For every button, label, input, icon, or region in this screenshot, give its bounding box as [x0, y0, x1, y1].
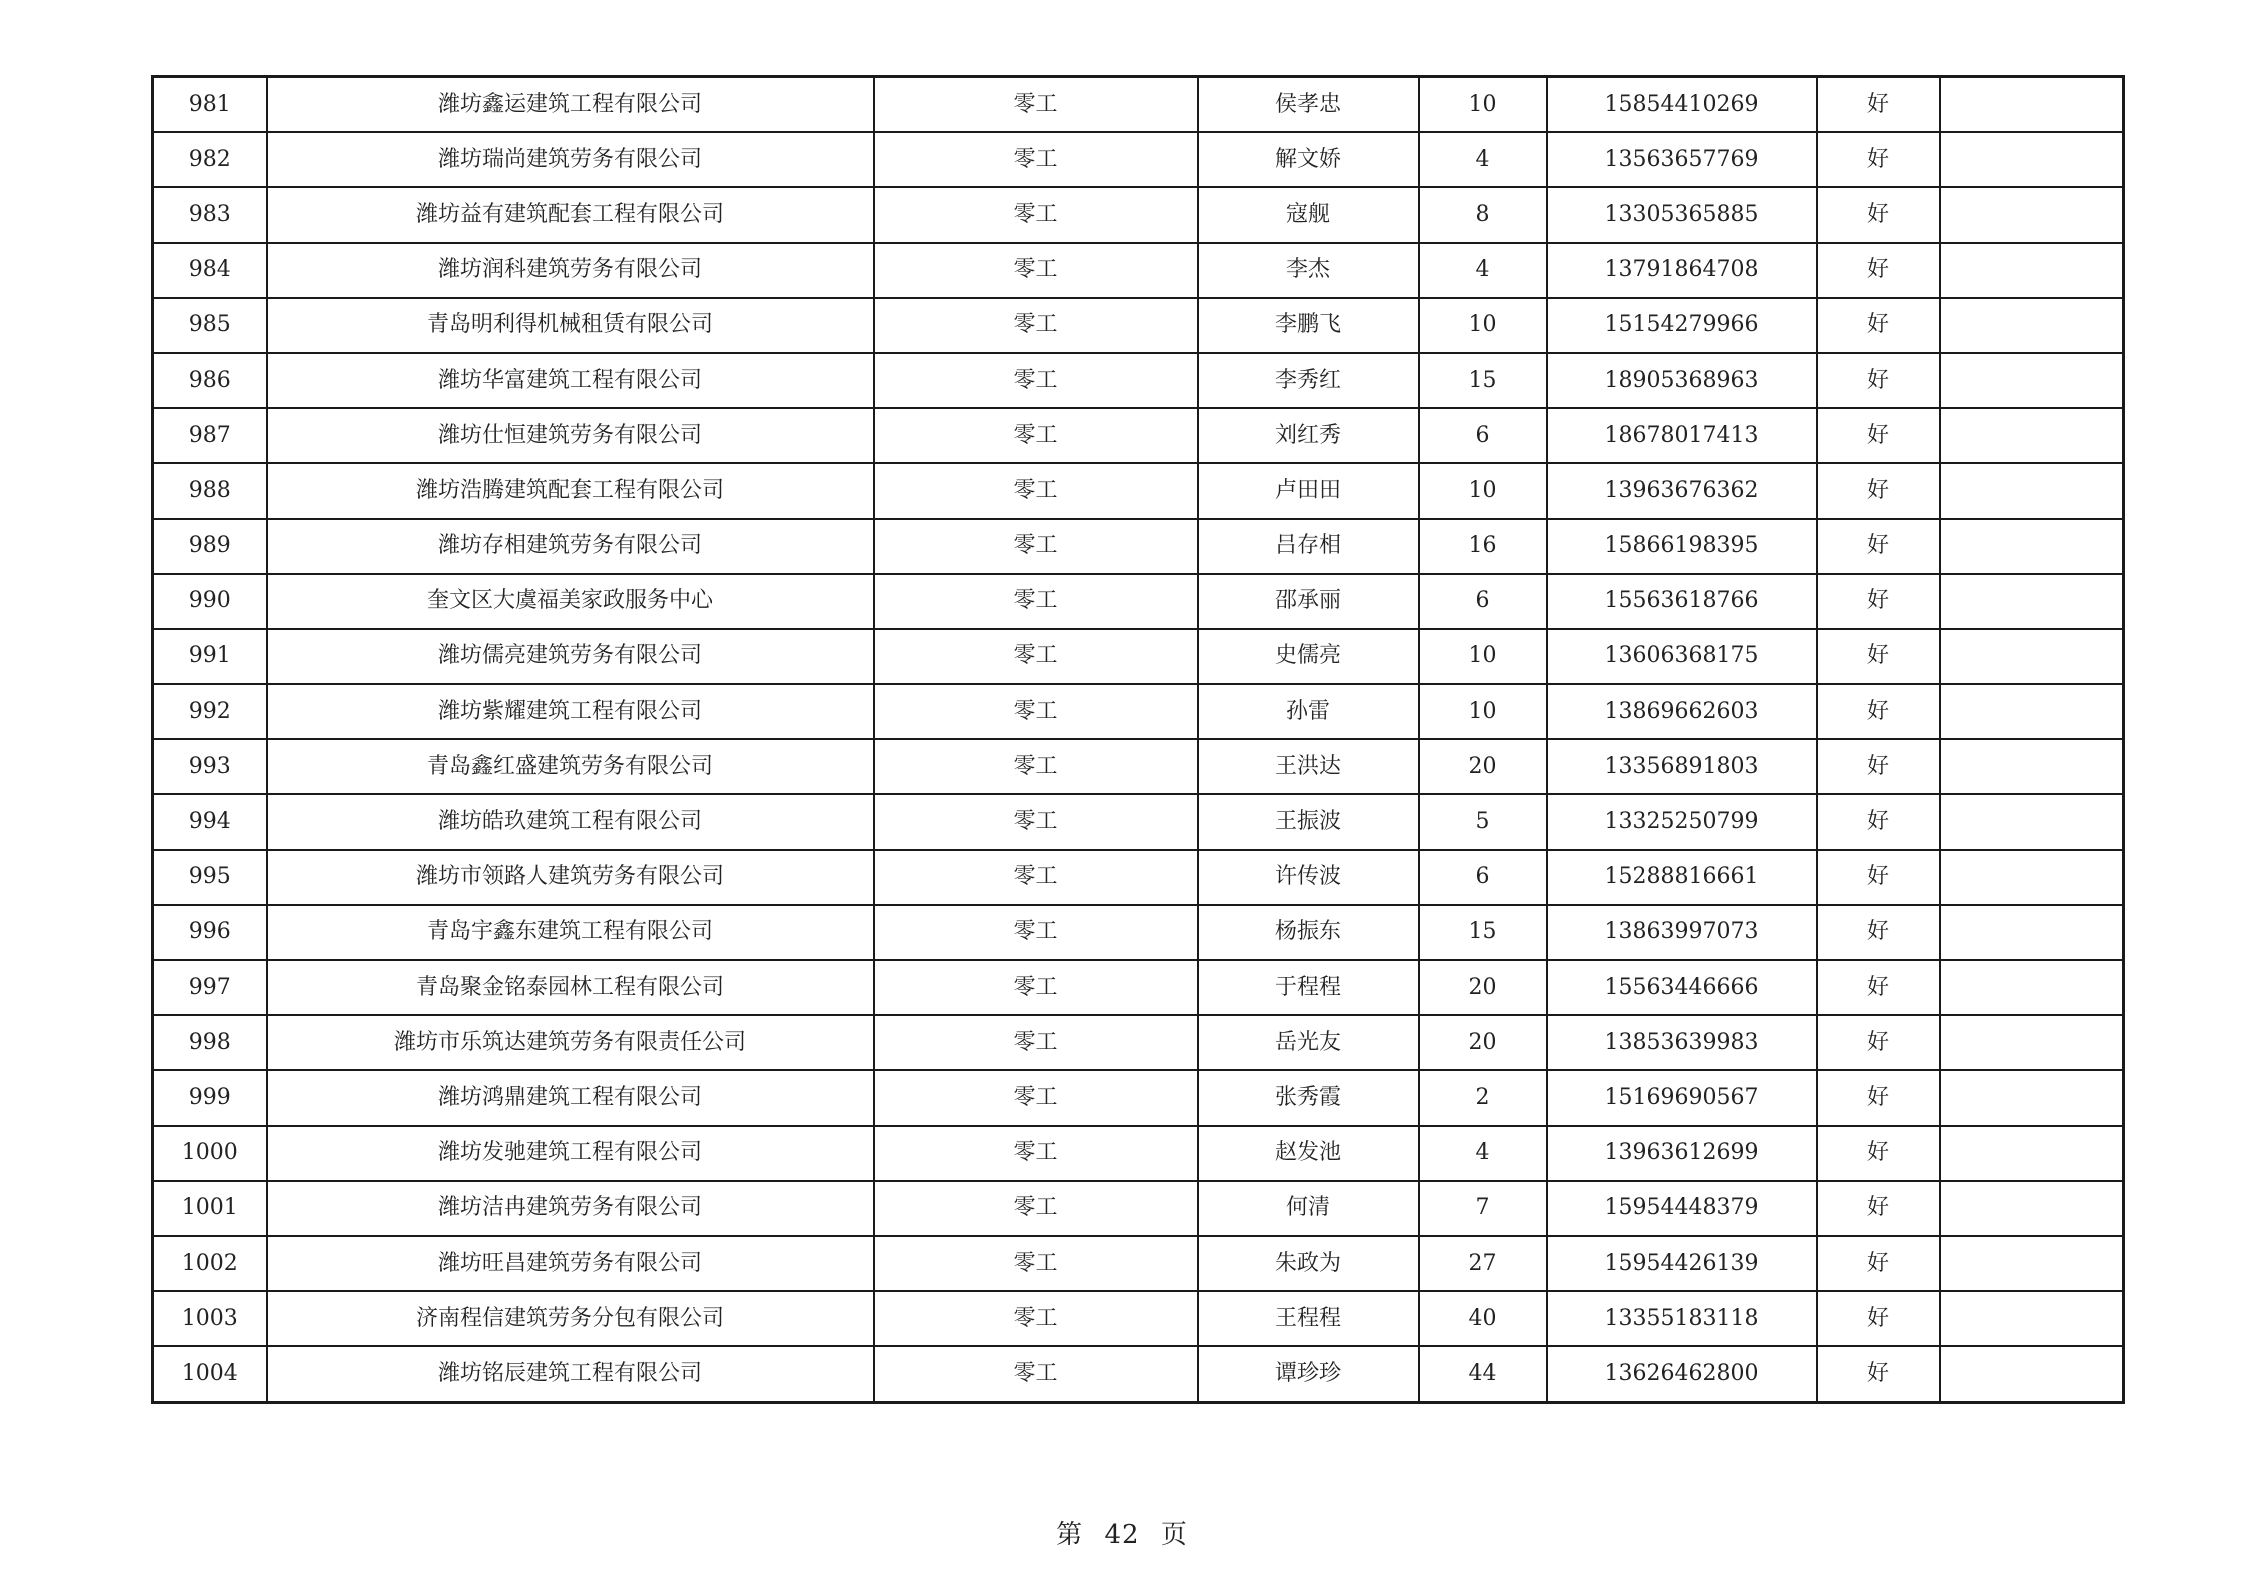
headcount-cell: 15 [1419, 353, 1547, 408]
phone-cell: 13563657769 [1547, 132, 1817, 187]
contact-name-cell: 邵承丽 [1198, 574, 1419, 629]
remark-cell [1940, 187, 2124, 242]
job-type-cell: 零工 [874, 1181, 1198, 1236]
phone-cell: 18678017413 [1547, 408, 1817, 463]
job-type-cell: 零工 [874, 132, 1198, 187]
table-row [153, 1015, 2124, 1070]
headcount-cell: 40 [1419, 1291, 1547, 1346]
row-index-cell: 989 [153, 519, 267, 574]
job-type-cell: 零工 [874, 574, 1198, 629]
rating-cell: 好 [1817, 77, 1940, 133]
roster-body [153, 77, 2124, 1403]
table-row [153, 574, 2124, 629]
contact-name-cell: 刘红秀 [1198, 408, 1419, 463]
contact-name-cell: 王振波 [1198, 794, 1419, 849]
remark-cell [1940, 1015, 2124, 1070]
headcount-cell: 10 [1419, 684, 1547, 739]
rating-cell: 好 [1817, 132, 1940, 187]
rating-cell: 好 [1817, 574, 1940, 629]
phone-cell: 13863997073 [1547, 905, 1817, 960]
headcount-cell: 6 [1419, 850, 1547, 905]
remark-cell [1940, 905, 2124, 960]
company-cell: 青岛宇鑫东建筑工程有限公司 [267, 905, 874, 960]
table-row [153, 1181, 2124, 1236]
phone-cell: 15169690567 [1547, 1070, 1817, 1125]
rating-cell: 好 [1817, 1346, 1940, 1402]
headcount-cell: 20 [1419, 739, 1547, 794]
row-index-cell: 994 [153, 794, 267, 849]
row-index-cell: 992 [153, 684, 267, 739]
phone-cell: 13356891803 [1547, 739, 1817, 794]
table-row [153, 463, 2124, 518]
remark-cell [1940, 629, 2124, 684]
contact-name-cell: 王洪达 [1198, 739, 1419, 794]
row-index-cell: 1001 [153, 1181, 267, 1236]
table-row [153, 1291, 2124, 1346]
contact-name-cell: 卢田田 [1198, 463, 1419, 518]
table-row [153, 629, 2124, 684]
company-cell: 潍坊市领路人建筑劳务有限公司 [267, 850, 874, 905]
row-index-cell: 987 [153, 408, 267, 463]
row-index-cell: 982 [153, 132, 267, 187]
headcount-cell: 10 [1419, 77, 1547, 133]
job-type-cell: 零工 [874, 77, 1198, 133]
company-cell: 潍坊发驰建筑工程有限公司 [267, 1126, 874, 1181]
table-row [153, 905, 2124, 960]
job-type-cell: 零工 [874, 739, 1198, 794]
company-cell: 潍坊儒亮建筑劳务有限公司 [267, 629, 874, 684]
row-index-cell: 1000 [153, 1126, 267, 1181]
table-row [153, 960, 2124, 1015]
page-number: 42 [1104, 1520, 1140, 1550]
rating-cell: 好 [1817, 1181, 1940, 1236]
table-row [153, 1236, 2124, 1291]
job-type-cell: 零工 [874, 1126, 1198, 1181]
job-type-cell: 零工 [874, 1346, 1198, 1402]
phone-cell: 15154279966 [1547, 298, 1817, 353]
contact-name-cell: 朱政为 [1198, 1236, 1419, 1291]
roster-table [151, 75, 2125, 1404]
company-cell: 潍坊皓玖建筑工程有限公司 [267, 794, 874, 849]
contact-name-cell: 李秀红 [1198, 353, 1419, 408]
table-row [153, 794, 2124, 849]
page-prefix: 第 [1056, 1520, 1084, 1550]
row-index-cell: 985 [153, 298, 267, 353]
rating-cell: 好 [1817, 739, 1940, 794]
headcount-cell: 10 [1419, 298, 1547, 353]
job-type-cell: 零工 [874, 629, 1198, 684]
headcount-cell: 10 [1419, 463, 1547, 518]
row-index-cell: 997 [153, 960, 267, 1015]
remark-cell [1940, 739, 2124, 794]
company-cell: 潍坊华富建筑工程有限公司 [267, 353, 874, 408]
contact-name-cell: 寇舰 [1198, 187, 1419, 242]
phone-cell: 13963612699 [1547, 1126, 1817, 1181]
row-index-cell: 986 [153, 353, 267, 408]
job-type-cell: 零工 [874, 1291, 1198, 1346]
table-row [153, 243, 2124, 298]
contact-name-cell: 史儒亮 [1198, 629, 1419, 684]
headcount-cell: 44 [1419, 1346, 1547, 1402]
headcount-cell: 15 [1419, 905, 1547, 960]
company-cell: 潍坊旺昌建筑劳务有限公司 [267, 1236, 874, 1291]
remark-cell [1940, 684, 2124, 739]
contact-name-cell: 孙雷 [1198, 684, 1419, 739]
phone-cell: 13626462800 [1547, 1346, 1817, 1402]
rating-cell: 好 [1817, 353, 1940, 408]
table-row [153, 1126, 2124, 1181]
contact-name-cell: 许传波 [1198, 850, 1419, 905]
company-cell: 潍坊仕恒建筑劳务有限公司 [267, 408, 874, 463]
rating-cell: 好 [1817, 684, 1940, 739]
headcount-cell: 2 [1419, 1070, 1547, 1125]
phone-cell: 15866198395 [1547, 519, 1817, 574]
page-suffix: 页 [1160, 1520, 1188, 1550]
contact-name-cell: 李杰 [1198, 243, 1419, 298]
table-row [153, 77, 2124, 133]
rating-cell: 好 [1817, 1070, 1940, 1125]
table-row [153, 519, 2124, 574]
contact-name-cell: 李鹏飞 [1198, 298, 1419, 353]
table-row [153, 408, 2124, 463]
remark-cell [1940, 1346, 2124, 1402]
remark-cell [1940, 1236, 2124, 1291]
contact-name-cell: 吕存相 [1198, 519, 1419, 574]
remark-cell [1940, 463, 2124, 518]
row-index-cell: 990 [153, 574, 267, 629]
phone-cell: 13325250799 [1547, 794, 1817, 849]
job-type-cell: 零工 [874, 794, 1198, 849]
headcount-cell: 20 [1419, 1015, 1547, 1070]
contact-name-cell: 谭珍珍 [1198, 1346, 1419, 1402]
rating-cell: 好 [1817, 298, 1940, 353]
row-index-cell: 999 [153, 1070, 267, 1125]
rating-cell: 好 [1817, 960, 1940, 1015]
phone-cell: 15563618766 [1547, 574, 1817, 629]
contact-name-cell: 于程程 [1198, 960, 1419, 1015]
row-index-cell: 1003 [153, 1291, 267, 1346]
job-type-cell: 零工 [874, 187, 1198, 242]
job-type-cell: 零工 [874, 960, 1198, 1015]
rating-cell: 好 [1817, 408, 1940, 463]
remark-cell [1940, 850, 2124, 905]
headcount-cell: 4 [1419, 1126, 1547, 1181]
row-index-cell: 1002 [153, 1236, 267, 1291]
job-type-cell: 零工 [874, 353, 1198, 408]
table-row [153, 850, 2124, 905]
phone-cell: 13853639983 [1547, 1015, 1817, 1070]
headcount-cell: 10 [1419, 629, 1547, 684]
company-cell: 潍坊瑞尚建筑劳务有限公司 [267, 132, 874, 187]
rating-cell: 好 [1817, 629, 1940, 684]
phone-cell: 13791864708 [1547, 243, 1817, 298]
phone-cell: 15288816661 [1547, 850, 1817, 905]
remark-cell [1940, 298, 2124, 353]
job-type-cell: 零工 [874, 850, 1198, 905]
row-index-cell: 984 [153, 243, 267, 298]
row-index-cell: 993 [153, 739, 267, 794]
job-type-cell: 零工 [874, 1015, 1198, 1070]
phone-cell: 15954448379 [1547, 1181, 1817, 1236]
headcount-cell: 20 [1419, 960, 1547, 1015]
row-index-cell: 983 [153, 187, 267, 242]
roster-sheet [151, 75, 2122, 1404]
page-footer [0, 1514, 2244, 1551]
company-cell: 潍坊浩腾建筑配套工程有限公司 [267, 463, 874, 518]
company-cell: 潍坊市乐筑达建筑劳务有限责任公司 [267, 1015, 874, 1070]
table-row [153, 298, 2124, 353]
remark-cell [1940, 574, 2124, 629]
contact-name-cell: 张秀霞 [1198, 1070, 1419, 1125]
job-type-cell: 零工 [874, 298, 1198, 353]
phone-cell: 13355183118 [1547, 1291, 1817, 1346]
row-index-cell: 995 [153, 850, 267, 905]
headcount-cell: 6 [1419, 408, 1547, 463]
remark-cell [1940, 1291, 2124, 1346]
phone-cell: 13606368175 [1547, 629, 1817, 684]
job-type-cell: 零工 [874, 463, 1198, 518]
company-cell: 潍坊洁冉建筑劳务有限公司 [267, 1181, 874, 1236]
remark-cell [1940, 1181, 2124, 1236]
remark-cell [1940, 243, 2124, 298]
company-cell: 潍坊铭辰建筑工程有限公司 [267, 1346, 874, 1402]
phone-cell: 13305365885 [1547, 187, 1817, 242]
remark-cell [1940, 960, 2124, 1015]
contact-name-cell: 杨振东 [1198, 905, 1419, 960]
remark-cell [1940, 1126, 2124, 1181]
rating-cell: 好 [1817, 463, 1940, 518]
row-index-cell: 991 [153, 629, 267, 684]
company-cell: 济南程信建筑劳务分包有限公司 [267, 1291, 874, 1346]
table-row [153, 1070, 2124, 1125]
company-cell: 奎文区大虞福美家政服务中心 [267, 574, 874, 629]
rating-cell: 好 [1817, 187, 1940, 242]
company-cell: 潍坊存相建筑劳务有限公司 [267, 519, 874, 574]
rating-cell: 好 [1817, 794, 1940, 849]
company-cell: 青岛明利得机械租赁有限公司 [267, 298, 874, 353]
phone-cell: 13869662603 [1547, 684, 1817, 739]
rating-cell: 好 [1817, 905, 1940, 960]
job-type-cell: 零工 [874, 1236, 1198, 1291]
rating-cell: 好 [1817, 1236, 1940, 1291]
table-row [153, 739, 2124, 794]
headcount-cell: 7 [1419, 1181, 1547, 1236]
job-type-cell: 零工 [874, 1070, 1198, 1125]
remark-cell [1940, 794, 2124, 849]
company-cell: 潍坊紫耀建筑工程有限公司 [267, 684, 874, 739]
table-row [153, 187, 2124, 242]
remark-cell [1940, 519, 2124, 574]
row-index-cell: 996 [153, 905, 267, 960]
company-cell: 潍坊润科建筑劳务有限公司 [267, 243, 874, 298]
company-cell: 潍坊益有建筑配套工程有限公司 [267, 187, 874, 242]
table-row [153, 1346, 2124, 1402]
table-row [153, 132, 2124, 187]
headcount-cell: 5 [1419, 794, 1547, 849]
job-type-cell: 零工 [874, 243, 1198, 298]
job-type-cell: 零工 [874, 408, 1198, 463]
rating-cell: 好 [1817, 243, 1940, 298]
company-cell: 青岛聚金铭泰园林工程有限公司 [267, 960, 874, 1015]
row-index-cell: 1004 [153, 1346, 267, 1402]
headcount-cell: 4 [1419, 243, 1547, 298]
contact-name-cell: 何清 [1198, 1181, 1419, 1236]
row-index-cell: 981 [153, 77, 267, 133]
remark-cell [1940, 408, 2124, 463]
contact-name-cell: 岳光友 [1198, 1015, 1419, 1070]
contact-name-cell: 王程程 [1198, 1291, 1419, 1346]
rating-cell: 好 [1817, 1291, 1940, 1346]
contact-name-cell: 侯孝忠 [1198, 77, 1419, 133]
job-type-cell: 零工 [874, 519, 1198, 574]
headcount-cell: 27 [1419, 1236, 1547, 1291]
rating-cell: 好 [1817, 850, 1940, 905]
company-cell: 潍坊鑫运建筑工程有限公司 [267, 77, 874, 133]
phone-cell: 15954426139 [1547, 1236, 1817, 1291]
company-cell: 青岛鑫红盛建筑劳务有限公司 [267, 739, 874, 794]
rating-cell: 好 [1817, 519, 1940, 574]
job-type-cell: 零工 [874, 905, 1198, 960]
company-cell: 潍坊鸿鼎建筑工程有限公司 [267, 1070, 874, 1125]
contact-name-cell: 赵发池 [1198, 1126, 1419, 1181]
rating-cell: 好 [1817, 1015, 1940, 1070]
remark-cell [1940, 132, 2124, 187]
remark-cell [1940, 1070, 2124, 1125]
phone-cell: 13963676362 [1547, 463, 1817, 518]
table-row [153, 684, 2124, 739]
rating-cell: 好 [1817, 1126, 1940, 1181]
headcount-cell: 6 [1419, 574, 1547, 629]
headcount-cell: 8 [1419, 187, 1547, 242]
row-index-cell: 998 [153, 1015, 267, 1070]
phone-cell: 18905368963 [1547, 353, 1817, 408]
row-index-cell: 988 [153, 463, 267, 518]
table-row [153, 353, 2124, 408]
job-type-cell: 零工 [874, 684, 1198, 739]
remark-cell [1940, 353, 2124, 408]
phone-cell: 15563446666 [1547, 960, 1817, 1015]
headcount-cell: 4 [1419, 132, 1547, 187]
headcount-cell: 16 [1419, 519, 1547, 574]
contact-name-cell: 解文娇 [1198, 132, 1419, 187]
phone-cell: 15854410269 [1547, 77, 1817, 133]
remark-cell [1940, 77, 2124, 133]
